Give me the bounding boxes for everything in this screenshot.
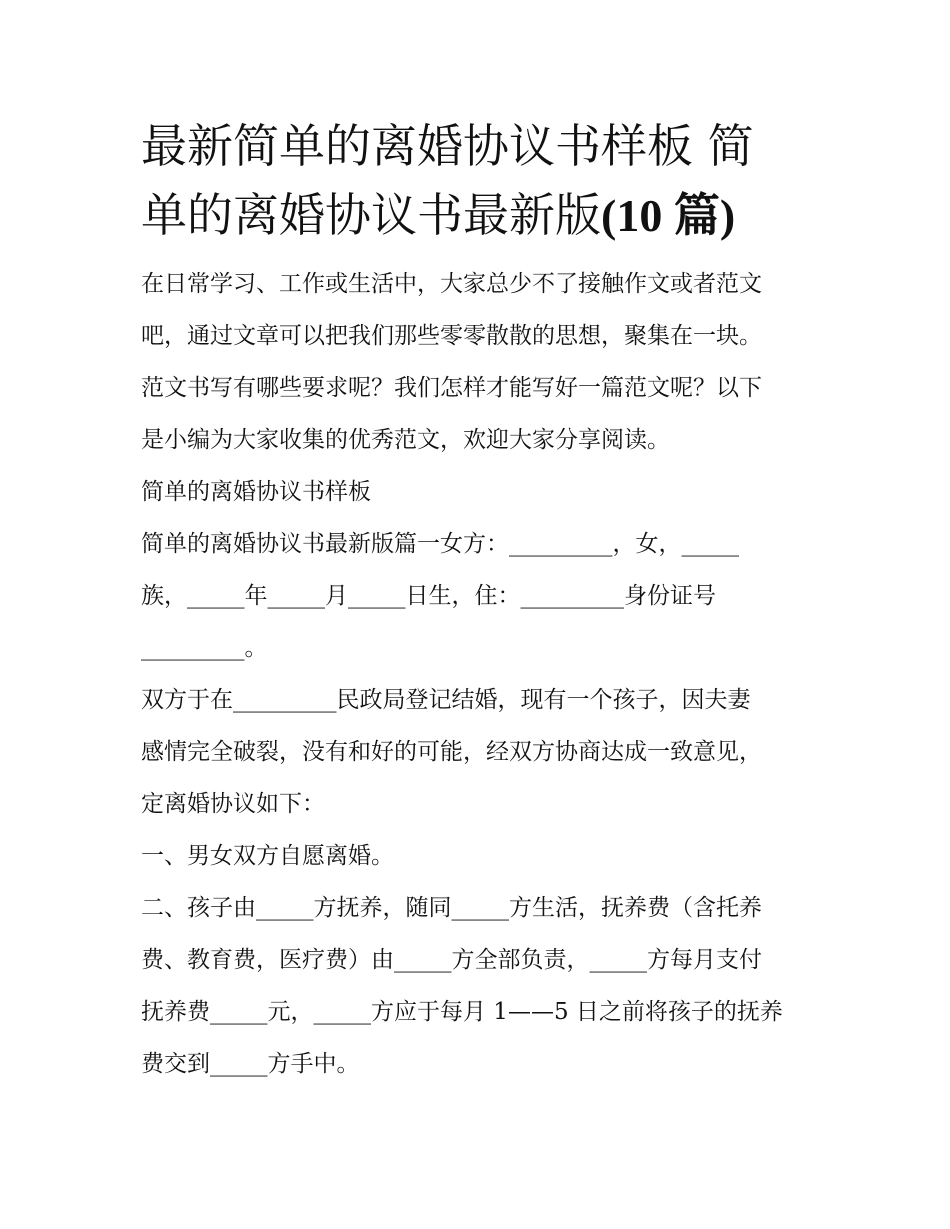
marriage-line: 感情完全破裂，没有和好的可能，经双方协商达成一致意见， <box>141 739 762 765</box>
party-line: _________。 <box>141 635 268 661</box>
intro-line: 范文书写有哪些要求呢？我们怎样才能写好一篇范文呢？以下 <box>141 375 762 401</box>
clause-1 <box>141 830 821 882</box>
title-line-2 <box>141 181 821 250</box>
clause-2-line: 费交到_____方手中。 <box>141 1051 360 1077</box>
document-page <box>141 112 821 1090</box>
clause-2 <box>141 882 821 1090</box>
intro-paragraph <box>141 258 821 466</box>
intro-line: 在日常学习、工作或生活中，大家总少不了接触作文或者范文 <box>141 271 762 297</box>
party-line: 简单的离婚协议书最新版篇一女方：_________，女，_____ <box>141 531 739 557</box>
title-line-2-text: 单的离婚协议书最新版 <box>141 188 601 242</box>
party-info-paragraph <box>141 518 821 674</box>
clause-2-line: 抚养费_____元，_____方应于每月 1——5 日之前将孩子的抚养 <box>141 999 783 1025</box>
marriage-paragraph <box>141 674 821 830</box>
title-count: (10 篇) <box>601 190 736 241</box>
intro-line: 是小编为大家收集的优秀范文，欢迎大家分享阅读。 <box>141 427 670 453</box>
clause-2-line: 二、孩子由_____方抚养，随同_____方生活，抚养费（含托养 <box>141 895 762 921</box>
clause-2-line: 费、教育费，医疗费）由_____方全部负责，_____方每月支付 <box>141 947 762 973</box>
clause-1-text: 一、男女双方自愿离婚。 <box>141 843 394 869</box>
title-line-1: 最新简单的离婚协议书样板 简 <box>141 119 754 173</box>
marriage-line: 双方于在_________民政局登记结婚，现有一个孩子，因夫妻 <box>141 687 751 713</box>
document-title <box>141 112 821 250</box>
party-line: 族，_____年_____月_____日生，住：_________身份证号 <box>141 583 716 609</box>
intro-line: 吧，通过文章可以把我们那些零零散散的思想，聚集在一块。 <box>141 323 762 349</box>
marriage-line: 定离婚协议如下： <box>141 791 325 817</box>
section-subtitle <box>141 466 821 518</box>
subtitle-text: 简单的离婚协议书样板 <box>141 479 371 505</box>
